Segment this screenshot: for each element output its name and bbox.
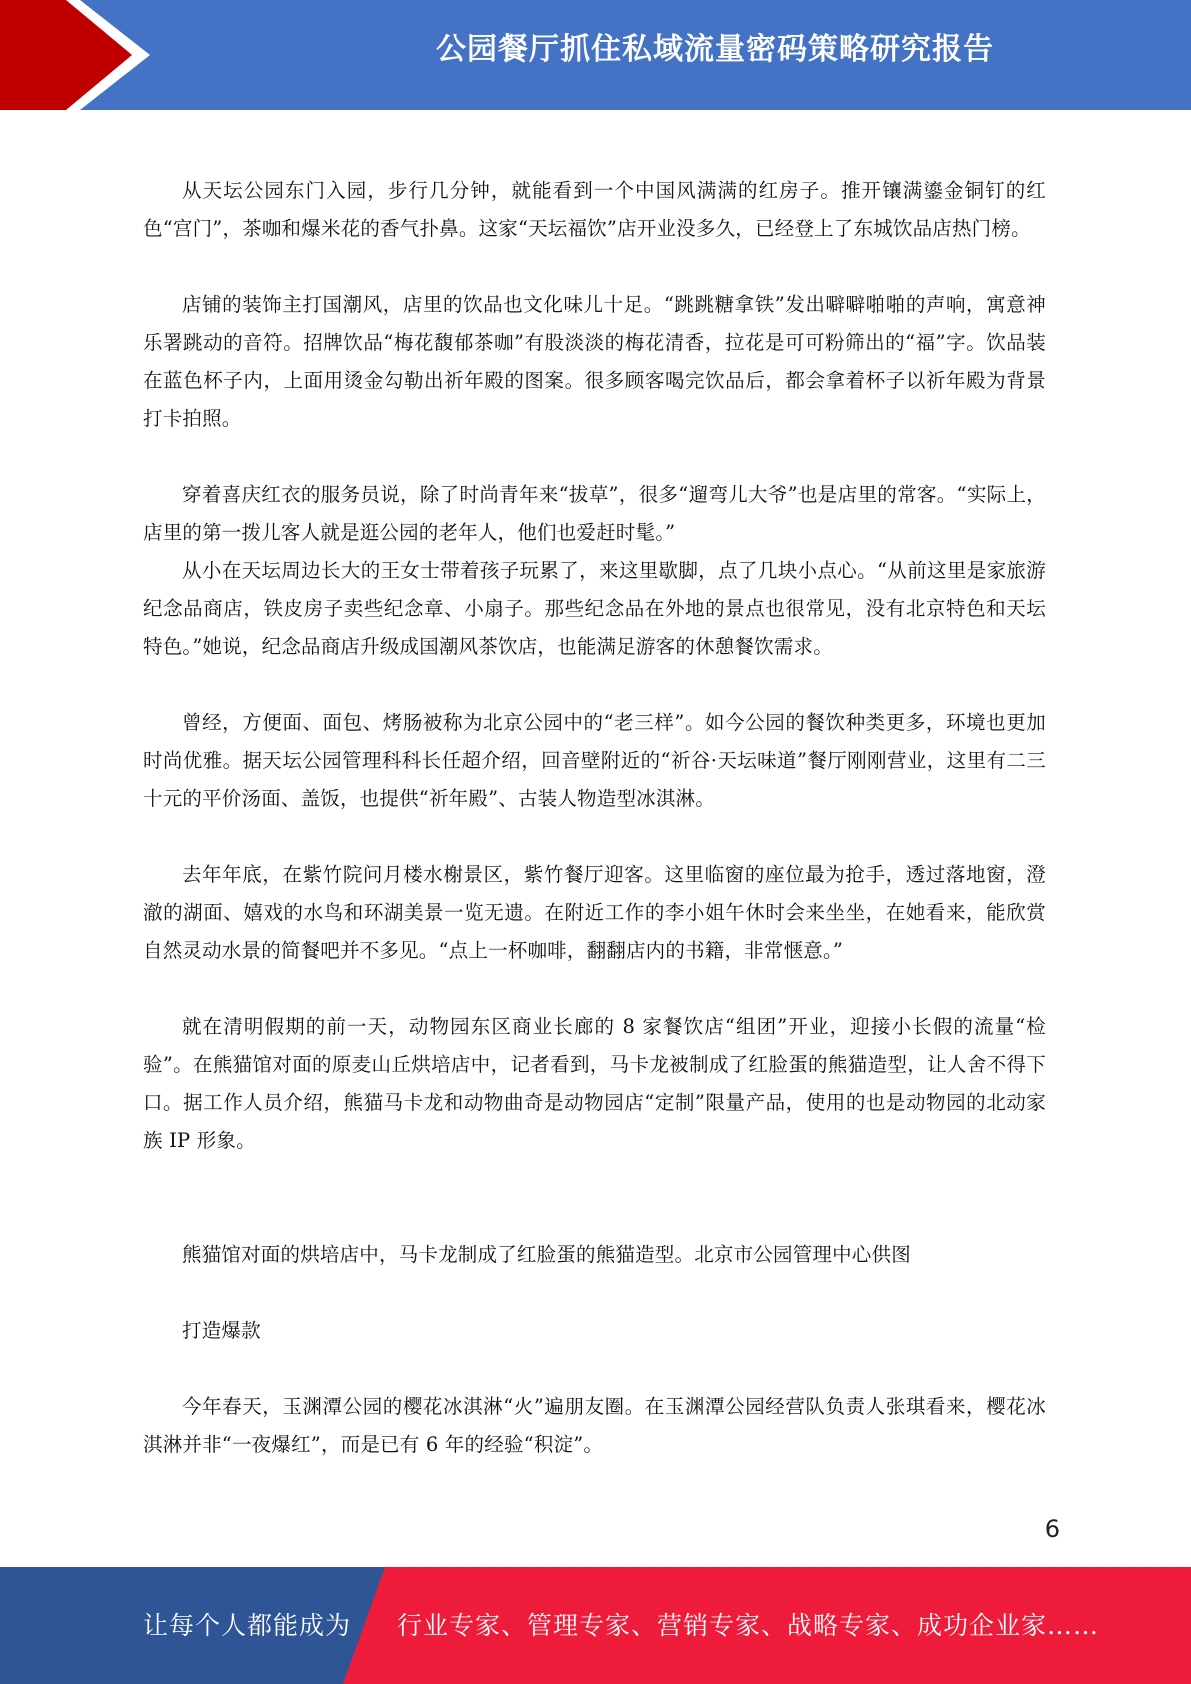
document-body: [143, 172, 1046, 1464]
image-caption: 熊猫馆对面的烘培店中，马卡龙制成了红脸蛋的熊猫造型。北京市公园管理中心供图: [182, 1243, 911, 1266]
paragraph: 曾经，方便面、面包、烤肠被称为北京公园中的“老三样”。如今公园的餐饮种类更多，环境也更加时尚优雅。据天坛公园管理科科长任超介绍，回音壁附近的“祈谷·天坛味道”餐厅刚刚营业，这里有二三十元的平价汤面、盖饭，也提供“祈年殿”、古装人物造型冰淇淋。: [143, 711, 1046, 810]
page-number: 6: [1044, 1515, 1060, 1543]
paragraph: 从小在天坛周边长大的王女士带着孩子玩累了，来这里歇脚，点了几块小点心。“从前这里是家旅游纪念品商店，铁皮房子卖些纪念章、小扇子。那些纪念品在外地的景点也很常见，没有北京特色和天坛特色。”她说，纪念品商店升级成国潮风茶饮店，也能满足游客的休憩餐饮需求。: [143, 559, 1046, 658]
section-heading: 打造爆款: [182, 1319, 261, 1342]
paragraph: 穿着喜庆红衣的服务员说，除了时尚青年来“拔草”，很多“遛弯儿大爷”也是店里的常客。“实际上，店里的第一拨儿客人就是逛公园的老年人，他们也爱赶时髦。”: [143, 483, 1046, 544]
document-title: 公园餐厅抓住私域流量密码策略研究报告: [436, 32, 994, 67]
header-banner: [0, 0, 1191, 110]
paragraph: 今年春天，玉渊潭公园的樱花冰淇淋“火”遍朋友圈。在玉渊潭公园经营队负责人张琪看来，樱花冰淇淋并非“一夜爆红”，而是已有 6 年的经验“积淀”。: [143, 1395, 1046, 1456]
paragraph: 就在清明假期的前一天，动物园东区商业长廊的 8 家餐饮店“组团”开业，迎接小长假的流量“检验”。在熊猫馆对面的原麦山丘烘培店中，记者看到，马卡龙被制成了红脸蛋的熊猫造型，让人舍不得下口。据工作人员介绍，熊猫马卡龙和动物曲奇是动物园店“定制”限量产品，使用的也是动物园的北动家族 IP 形象。: [143, 1015, 1046, 1152]
paragraph: 店铺的装饰主打国潮风，店里的饮品也文化味儿十足。“跳跳糖拿铁”发出噼噼啪啪的声响，寓意神乐署跳动的音符。招牌饮品“梅花馥郁茶咖”有股淡淡的梅花清香，拉花是可可粉筛出的“福”字。饮品装在蓝色杯子内，上面用烫金勾勒出祈年殿的图案。很多顾客喝完饮品后，都会拿着杯子以祈年殿为背景打卡拍照。: [143, 293, 1046, 430]
footer-slogan-left: 让每个人都能成为: [143, 1611, 352, 1640]
paragraph: 从天坛公园东门入园，步行几分钟，就能看到一个中国风满满的红房子。推开镶满鎏金铜钉的红色“宫门”，茶咖和爆米花的香气扑鼻。这家“天坛福饮”店开业没多久，已经登上了东城饮品店热门榜。: [143, 179, 1046, 240]
footer-banner: [0, 1567, 1191, 1684]
paragraph: 去年年底，在紫竹院问月楼水榭景区，紫竹餐厅迎客。这里临窗的座位最为抢手，透过落地窗，澄澈的湖面、嬉戏的水鸟和环湖美景一览无遗。在附近工作的李小姐午休时会来坐坐，在她看来，能欣赏自然灵动水景的简餐吧并不多见。“点上一杯咖啡，翻翻店内的书籍，非常惬意。”: [143, 863, 1046, 962]
header-chevron-decoration: [0, 0, 160, 110]
footer-slogan-right: 行业专家、管理专家、营销专家、战略专家、成功企业家……: [397, 1611, 1100, 1640]
